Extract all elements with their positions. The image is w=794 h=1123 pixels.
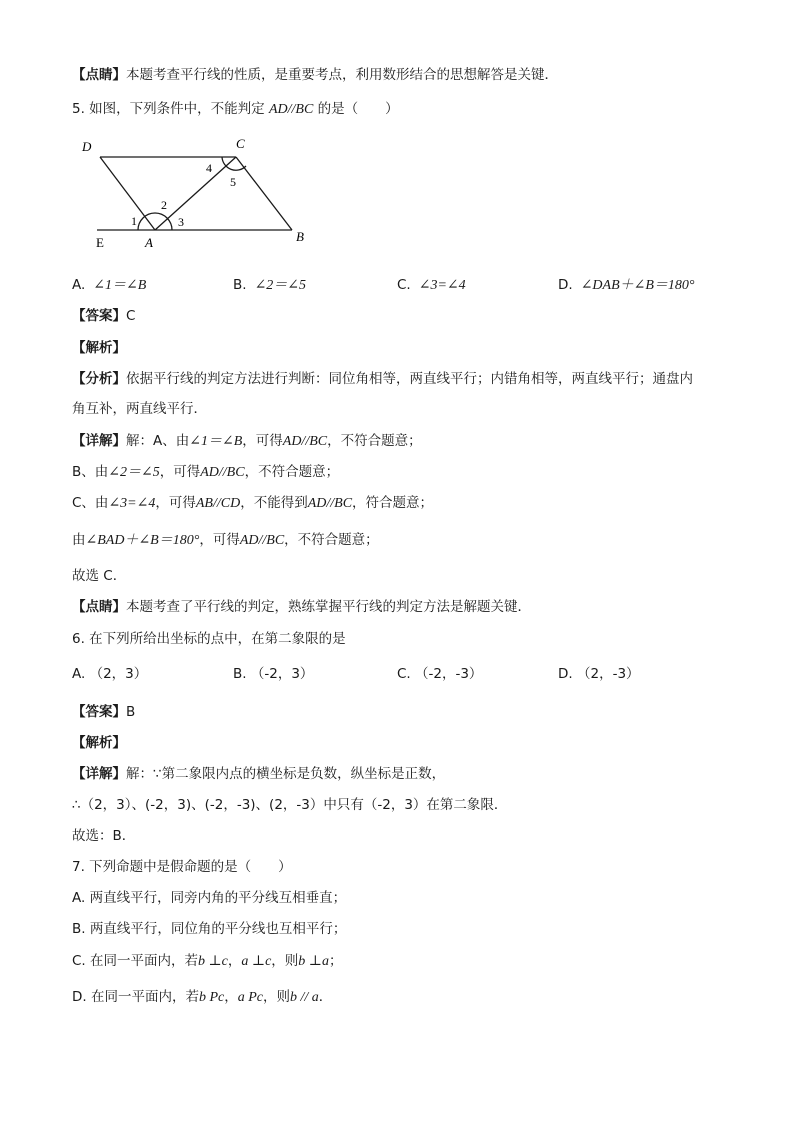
detail-tag: 【详解】 (72, 433, 126, 449)
option-text: C. 在同一平面内，若 (72, 953, 199, 969)
q5-detail-2 (72, 463, 339, 482)
option-text: （-2，-3） (415, 666, 483, 682)
detail-text: 解：A、由 (126, 433, 190, 449)
option-label: A. (72, 277, 86, 293)
q5-dianjing (72, 598, 531, 616)
detail-math: ∠BAD＋∠B＝180° (85, 533, 200, 548)
q5-option-c[interactable] (397, 276, 466, 295)
fenxi-cont: 角互补，两直线平行． (72, 401, 207, 417)
option-text: ； (328, 953, 343, 969)
q7-option-a[interactable] (72, 889, 346, 907)
point-e: E (96, 235, 104, 250)
q5-option-d[interactable] (558, 276, 695, 295)
option-label: D. (558, 277, 573, 293)
option-text: （2，3） (89, 666, 148, 682)
option-math: b ⊥a (298, 954, 329, 969)
option-label: C. (397, 666, 411, 682)
line-da (100, 157, 155, 230)
option-text: A. 两直线平行，同旁内角的平分线互相垂直； (72, 890, 347, 906)
detail-text: 由 (72, 532, 86, 548)
detail-text: B、由 (72, 464, 109, 480)
q6-detail-1 (72, 765, 445, 783)
question-7-stem (72, 858, 292, 876)
option-label: C. (397, 277, 411, 293)
q5-math: AD//BC (268, 102, 314, 117)
detail-text: ，符合题意； (352, 495, 434, 511)
dianjing-tag: 【点睛】 (72, 67, 126, 83)
angle-label-3: 3 (178, 215, 184, 229)
q7-option-d[interactable] (72, 988, 332, 1007)
option-text: （2，-3） (576, 666, 640, 682)
dianjing-text: 本题考查了平行线的判定，熟练掌握平行线的判定方法是解题关键． (126, 599, 531, 615)
q6-detail-3 (72, 827, 135, 845)
angle-label-4: 4 (206, 161, 212, 175)
detail-tag: 【详解】 (72, 766, 126, 782)
detail-text: C、由 (72, 495, 109, 511)
q6-option-b[interactable] (233, 665, 313, 683)
detail-text: ，可得 (199, 532, 240, 548)
q5-answer (72, 307, 135, 325)
q6-text: 6. 在下列所给出坐标的点中，在第二象限的是 (72, 631, 346, 647)
point-a: A (145, 235, 153, 250)
question-6-stem (72, 630, 346, 648)
q5-jiexi (72, 339, 126, 357)
fenxi-text: 依据平行线的判定方法进行判断：同位角相等，两直线平行；内错角相等，两直线平行；通盘内 (126, 371, 693, 387)
option-text: （-2，3） (250, 666, 314, 682)
option-math: b ⊥c (198, 954, 228, 969)
geometry-figure (70, 130, 330, 255)
answer-tag: 【答案】 (72, 308, 126, 324)
arc-angle-a (138, 213, 172, 230)
option-math: a Pc (237, 990, 264, 1005)
point-c: C (236, 136, 245, 151)
option-label: D. (558, 666, 573, 682)
detail-math: ∠1＝∠B (189, 434, 243, 449)
detail-text: 故选：B． (72, 828, 136, 844)
answer-text: C (126, 308, 136, 324)
angle-label-1: 1 (131, 214, 137, 228)
option-text: D. 在同一平面内，若 (72, 989, 199, 1005)
option-text: ， (227, 953, 242, 969)
dianjing-line-prev (72, 66, 558, 84)
option-math: ∠1＝∠B (93, 278, 147, 293)
detail-text: ，可得 (242, 433, 283, 449)
detail-text: ，可得 (159, 464, 201, 480)
detail-text: ∴（2，3）、(-2，3)、(-2，-3)、(2，-3）中只有（-2，3）在第二象限． (72, 797, 508, 813)
option-text: ，则 (263, 989, 291, 1005)
detail-text: ，不能得到 (240, 495, 308, 511)
detail-math: AD//BC (282, 434, 328, 449)
option-text: B. 两直线平行，同位角的平分线也互相平行； (72, 921, 347, 937)
jiexi-tag: 【解析】 (72, 735, 126, 751)
option-math: ∠3=∠4 (418, 278, 466, 293)
detail-math: AD//BC (239, 533, 285, 548)
q5-prefix: 5. 如图，下列条件中，不能判定 (72, 101, 265, 117)
option-text: ， (224, 989, 238, 1005)
q7-option-b[interactable] (72, 920, 346, 938)
q6-option-a[interactable] (72, 665, 147, 683)
option-math: ∠DAB＋∠B＝180° (580, 278, 695, 293)
q7-option-c[interactable] (72, 952, 342, 971)
option-label: B. (233, 277, 247, 293)
detail-math: AD//BC (307, 496, 353, 511)
detail-text: ，不符合题意； (244, 464, 340, 480)
q5-option-b[interactable] (233, 276, 306, 295)
fenxi-tag: 【分析】 (72, 371, 126, 387)
q6-jiexi (72, 734, 126, 752)
q5-suffix: 的是（ ） (317, 101, 399, 117)
option-math: b // a (290, 990, 319, 1005)
q6-option-d[interactable] (558, 665, 640, 683)
option-text: ，则 (271, 953, 299, 969)
q5-detail-3 (72, 494, 433, 513)
jiexi-tag: 【解析】 (72, 340, 126, 356)
option-math: ∠2＝∠5 (254, 278, 307, 293)
angle-label-2: 2 (161, 198, 167, 212)
q7-text: 7. 下列命题中是假命题的是（ ） (72, 859, 292, 875)
q6-option-c[interactable] (397, 665, 482, 683)
detail-text: ，不符合题意； (327, 433, 422, 449)
detail-text: 故选 C． (72, 568, 127, 584)
option-math: b Pc (198, 990, 225, 1005)
option-label: B. (233, 666, 247, 682)
answer-text: B (126, 704, 136, 720)
angle-label-5: 5 (230, 175, 236, 189)
q5-option-a[interactable] (72, 276, 146, 295)
detail-math: ∠3=∠4 (108, 496, 156, 511)
q5-fenxi-cont (72, 400, 207, 418)
dianjing-text: 本题考查平行线的性质，是重要考点，利用数形结合的思想解答是关键． (126, 67, 558, 83)
q5-detail-5 (72, 567, 126, 585)
dianjing-tag: 【点睛】 (72, 599, 126, 615)
detail-math: AD//BC (200, 465, 245, 480)
point-d: D (82, 139, 92, 154)
detail-text: 解：∵第二象限内点的横坐标是负数，纵坐标是正数， (126, 766, 446, 782)
option-label: A. (72, 666, 86, 682)
option-text: ． (318, 989, 333, 1005)
q5-detail-1 (72, 432, 422, 451)
question-5-stem (72, 100, 399, 119)
detail-text: ，可得 (155, 495, 196, 511)
q5-fenxi (72, 370, 693, 388)
q6-detail-2 (72, 796, 507, 814)
q5-detail-4 (72, 531, 379, 550)
option-math: a ⊥c (241, 954, 272, 969)
detail-math: ∠2＝∠5 (108, 465, 160, 480)
point-b: B (296, 229, 304, 244)
answer-tag: 【答案】 (72, 704, 126, 720)
q6-answer (72, 703, 135, 721)
detail-text: ，不符合题意； (284, 532, 379, 548)
detail-math: AB//CD (195, 496, 241, 511)
